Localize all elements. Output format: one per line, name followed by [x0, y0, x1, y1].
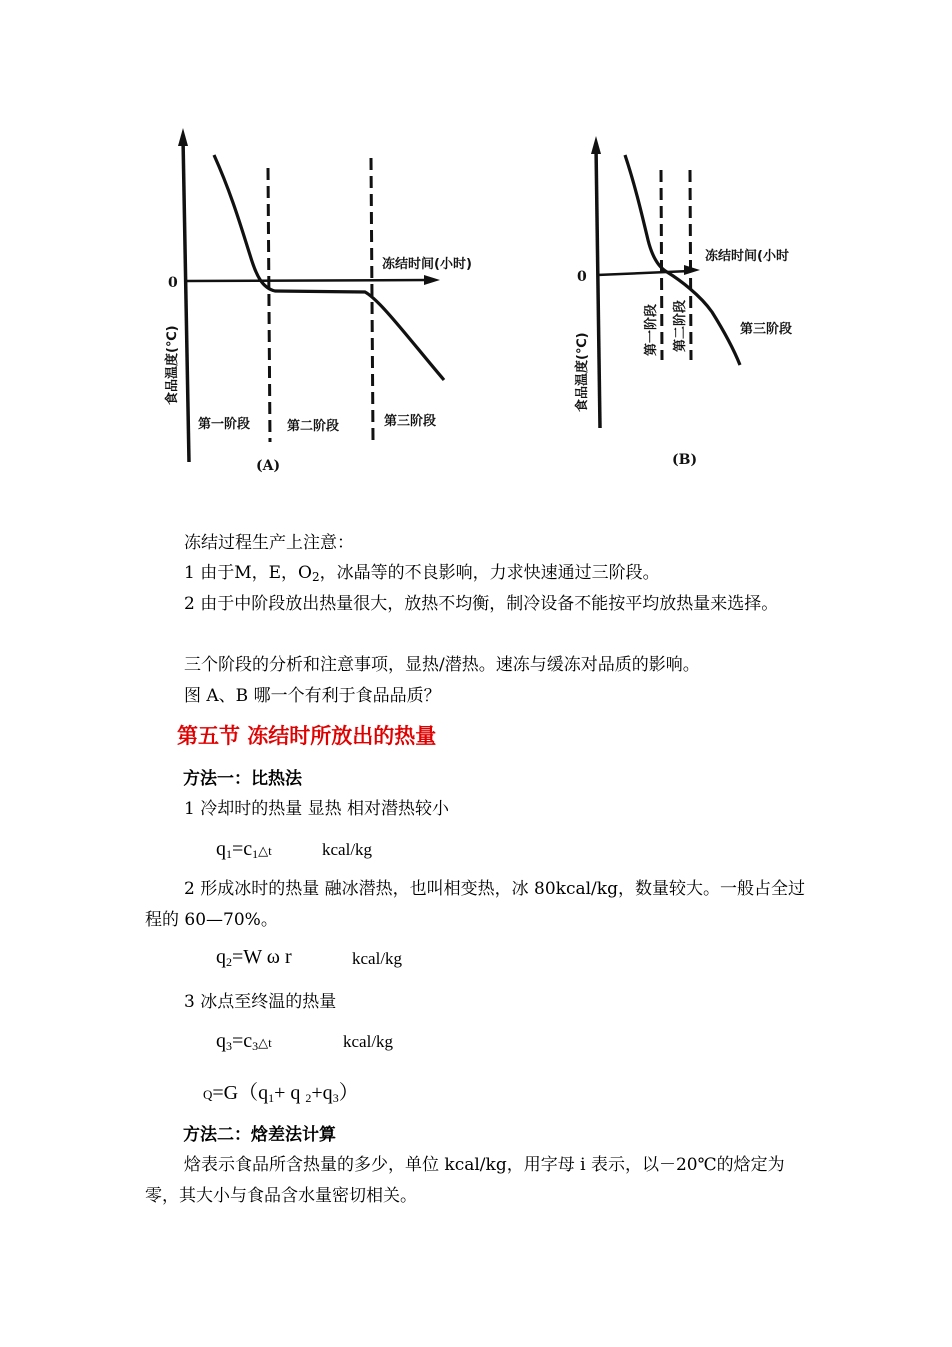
formula-q2-sub: 2 — [226, 955, 232, 969]
figure-a-stage2: 第二阶段 — [287, 419, 340, 434]
formula-total-body2: + q — [274, 1082, 306, 1104]
formula-q2-rest: =W ω r — [232, 946, 292, 968]
method-1-item-2: 2 形成冰时的热量 融冰潜热，也叫相变热，冰 80kcal/kg，数量较大。一般占全过程的 60—70%。 — [145, 879, 805, 930]
figure-a-stage3: 第三阶段 — [384, 414, 437, 429]
formula-q1-unit: kcal/kg — [322, 840, 373, 859]
formula-total-Q: Q — [203, 1087, 213, 1102]
method-1-heading: 方法一：比热法 — [183, 769, 302, 789]
figure-b-y-arrow — [591, 136, 601, 154]
formula-q1-q: q — [216, 838, 226, 860]
formula-total-sub1: 1 — [268, 1091, 275, 1105]
formula-q1 — [216, 838, 373, 861]
paragraph-note-2: 2 由于中阶段放出热量很大，放热不均衡，制冷设备不能按平均放热量来选择。 — [184, 594, 779, 614]
formula-total-body3: +q — [311, 1082, 333, 1104]
paragraph-notes-heading: 冻结过程生产上注意： — [184, 533, 354, 553]
note-1-rest: ，冰晶等的不良影响，力求快速通过三阶段。 — [319, 563, 660, 583]
method-1-item-1: 1 冷却时的热量 显热 相对潜热较小 — [184, 799, 450, 819]
formula-q1-dt: △t — [258, 843, 272, 858]
formula-q1-sub: 1 — [226, 847, 232, 861]
figure-b — [574, 136, 792, 468]
formula-total-q — [203, 1076, 359, 1105]
figure-b-caption: (B) — [672, 452, 698, 468]
formula-q3-c-sub: 3 — [252, 1039, 259, 1053]
figure-a-y-arrow — [178, 128, 188, 146]
figure-b-stage1: 第一阶段 — [644, 303, 659, 356]
formula-total-end: ） — [338, 1082, 359, 1104]
figure-a-caption: (A) — [256, 458, 281, 474]
figure-b-y-axis — [596, 146, 600, 428]
formula-total-body1: =G（q — [212, 1082, 269, 1104]
formula-q1-c: =c — [232, 838, 253, 860]
formula-q1-c-sub: 1 — [252, 847, 259, 861]
note-1-sub: 2 — [311, 570, 320, 584]
figure-a-dash-1 — [268, 168, 270, 442]
formula-total-sub2: 2 — [305, 1091, 312, 1105]
figure-b-zero: 0 — [577, 269, 587, 285]
freezing-curve-figures — [0, 0, 952, 520]
figure-a-x-axis — [185, 280, 430, 281]
formula-total-sub3: 3 — [332, 1091, 339, 1105]
note-1-text: 1 由于M，E，O — [184, 563, 312, 583]
figure-a-zero: 0 — [168, 275, 178, 291]
figure-b-stage2: 第二阶段 — [673, 299, 688, 352]
formula-q3-sub: 3 — [226, 1039, 232, 1053]
paragraph-question: 图 A、B 哪一个有利于食品品质？ — [184, 686, 441, 706]
formula-q2-q: q — [216, 946, 226, 968]
method-2-text: 焓表示食品所含热量的多少，单位 kcal/kg，用字母 i 表示，以－20℃的焓定为零，其大小与食品含水量密切相关。 — [145, 1155, 785, 1206]
formula-q2-unit: kcal/kg — [352, 949, 403, 968]
formula-q3-dt: △t — [258, 1035, 272, 1050]
figure-b-dash-2 — [690, 170, 691, 360]
figure-b-y-label: 食品温度(℃) — [575, 332, 590, 412]
figure-a-y-axis — [183, 138, 189, 462]
figure-a — [164, 128, 472, 474]
figure-b-dash-1 — [661, 170, 662, 360]
section-title: 第五节 冻结时所放出的热量 — [177, 724, 437, 748]
figure-a-y-label: 食品温度(℃) — [165, 325, 180, 405]
formula-q3-unit: kcal/kg — [343, 1032, 394, 1051]
method-2-heading: 方法二：焓差法计算 — [183, 1125, 336, 1145]
formula-q2 — [216, 946, 403, 969]
paragraph-note-1 — [145, 558, 813, 589]
figure-a-x-arrow — [424, 275, 440, 285]
paragraph-three-stages: 三个阶段的分析和注意事项，显热/潜热。速冻与缓冻对品质的影响。 — [184, 655, 700, 675]
formula-q3 — [216, 1030, 394, 1053]
figure-a-time-label: 冻结时间(小时) — [382, 257, 472, 272]
formula-q3-c: =c — [232, 1030, 253, 1052]
figure-b-x-axis — [597, 271, 690, 275]
figure-a-stage1: 第一阶段 — [198, 417, 251, 432]
formula-q3-q: q — [216, 1030, 226, 1052]
figure-b-stage3: 第三阶段 — [740, 322, 793, 337]
method-1-item-3: 3 冰点至终温的热量 — [184, 992, 337, 1012]
freezing-curves-svg — [0, 0, 952, 520]
figure-b-time-label: 冻结时间(小时 — [705, 249, 789, 264]
